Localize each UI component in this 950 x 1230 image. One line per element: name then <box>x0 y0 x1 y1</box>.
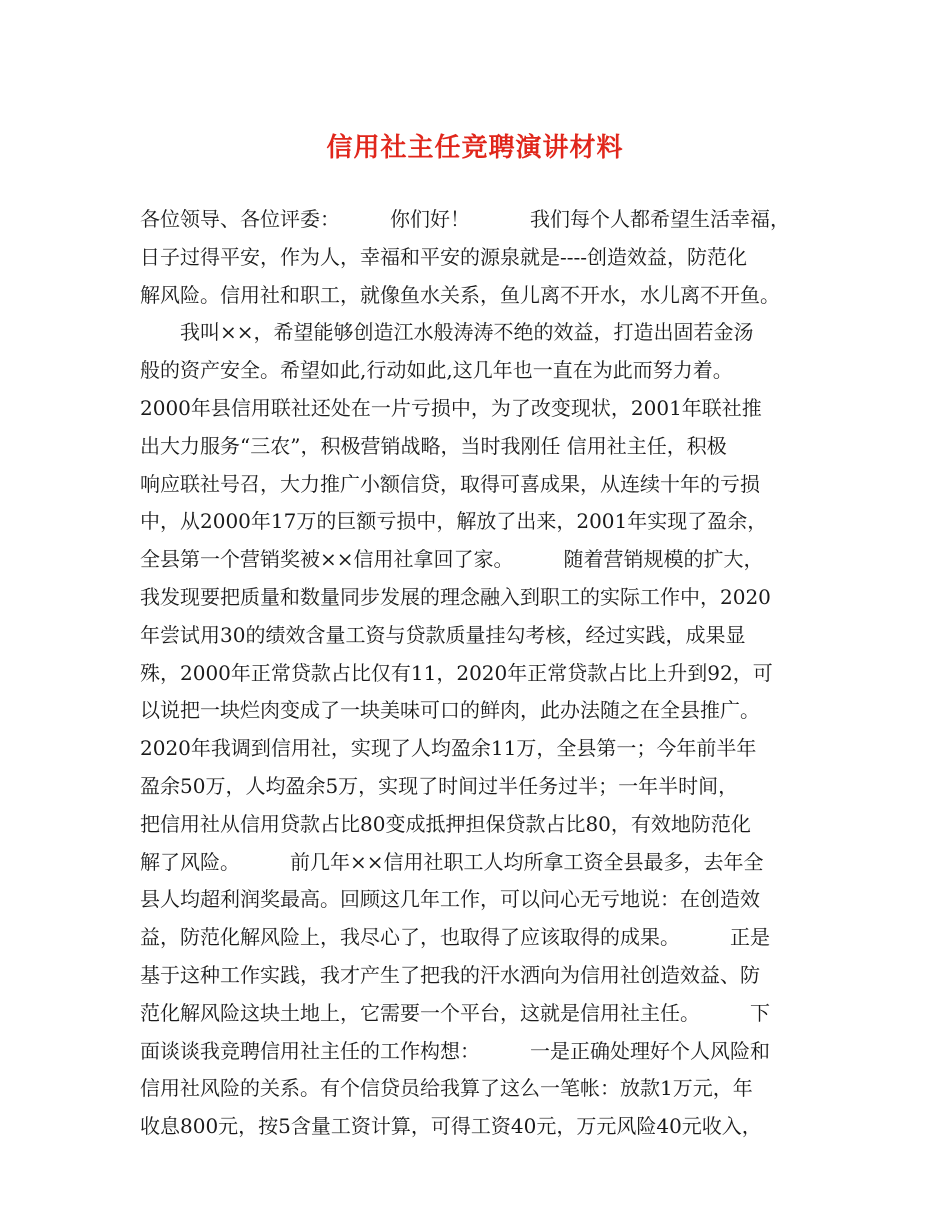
body-line: 年尝试用30的绩效含量工资与贷款质量挂勾考核，经过实践，成果显 <box>140 622 746 647</box>
body-line: 把信用社从信用贷款占比80变成抵押担保贷款占比80，有效地防范化 <box>140 811 751 836</box>
document-title: 信用社主任竞聘演讲材料 <box>326 133 624 163</box>
body-line: 县人均超利润奖最高。回顾这几年工作，可以问心无亏地说：在创造效 <box>140 887 760 912</box>
body-line: 出大力服务“三农”，积极营销战略，当时我刚任 信用社主任，积极 <box>140 433 727 458</box>
body-line: 我发现要把质量和数量同步发展的理念融入到职工的实际工作中，2020 <box>140 584 771 609</box>
body-line: 信用社风险的关系。有个信贷员给我算了这么一笔帐：放款1万元，年 <box>140 1076 753 1101</box>
body-line: 响应联社号召，大力推广小额信贷，取得可喜成果，从连续十年的亏损 <box>140 471 760 496</box>
body-line: 殊，2000年正常贷款占比仅有11，2020年正常贷款占比上升到92，可 <box>140 660 773 685</box>
body-line: 我叫××，希望能够创造江水般涛涛不绝的效益，打造出固若金汤 <box>140 320 754 345</box>
body-line: 基于这种工作实践，我才产生了把我的汗水洒向为信用社创造效益、防 <box>140 962 760 987</box>
body-line: 面谈谈我竞聘信用社主任的工作构想： 一是正确处理好个人风险和 <box>140 1038 770 1063</box>
body-line: 盈余50万，人均盈余5万，实现了时间过半任务过半；一年半时间， <box>140 773 739 798</box>
body-line: 解风险。信用社和职工，就像鱼水关系，鱼儿离不开水，水儿离不开鱼。 <box>140 282 780 307</box>
document-body <box>140 201 830 1146</box>
body-line: 范化解风险这块土地上，它需要一个平台，这就是信用社主任。 下 <box>140 1000 770 1025</box>
body-line: 收息800元，按5含量工资计算，可得工资40元，万元风险40元收入， <box>140 1114 762 1139</box>
body-line: 2020年我调到信用社，实现了人均盈余11万，全县第一；今年前半年 <box>140 736 757 761</box>
body-line: 全县第一个营销奖被××信用社拿回了家。 随着营销规模的扩大， <box>140 547 764 572</box>
body-line: 中，从2000年17万的巨额亏损中，解放了出来，2001年实现了盈余， <box>140 509 768 534</box>
body-line: 日子过得平安，作为人，幸福和平安的源泉就是----创造效益，防范化 <box>140 244 748 269</box>
body-line: 各位领导、各位评委： 你们好！ 我们每个人都希望生活幸福， <box>140 207 790 231</box>
body-line: 以说把一块烂肉变成了一块美味可口的鲜肉，此办法随之在全县推广。 <box>140 698 760 723</box>
body-line: 益，防范化解风险上，我尽心了，也取得了应该取得的成果。 正是 <box>140 925 770 950</box>
body-line: 2000年县信用联社还处在一片亏损中，为了改变现状，2001年联社推 <box>140 395 762 420</box>
body-line: 般的资产安全。希望如此,行动如此,这几年也一直在为此而努力着。 <box>140 358 733 383</box>
body-line: 解了风险。 前几年××信用社职工人均所拿工资全县最多，去年全 <box>140 849 764 874</box>
